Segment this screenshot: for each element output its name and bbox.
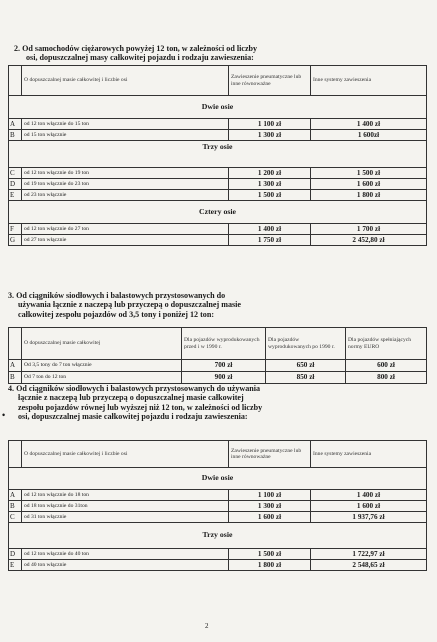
col-header: Inne systemy zawieszenia: [311, 441, 427, 468]
table-row: B od 15 ton włącznie 1 300 zł 1 600zł: [9, 130, 427, 141]
table-row: D od 19 ton włącznie do 23 ton 1 300 zł 1 600 zł: [9, 179, 427, 190]
section-4-table: [8, 440, 427, 571]
section-2-table: [8, 65, 427, 246]
table-row: B od 18 ton włącznie do 31ton 1 300 zł 1 600 zł: [9, 501, 427, 512]
section-3-table: [8, 327, 427, 384]
col-header: Inne systemy zawieszenia: [311, 66, 427, 96]
table-row: D od 12 ton włącznie do 40 ton 1 500 zł 1 722,97 zł: [9, 549, 427, 560]
col-header: Zawieszenie pneumatyczne lub inne równoważne: [229, 441, 311, 468]
group-heading: Trzy osie: [9, 141, 427, 168]
table-row: A od 12 ton włącznie do 18 ton 1 100 zł 1 400 zł: [9, 490, 427, 501]
col-header: Zawieszenie pneumatyczne lub inne równoważne: [229, 66, 311, 96]
section-2-heading: 2. Od samochodów ciężarowych powyżej 12 ton, w zależności od liczby osi, dopuszczalnej masy całkowitej pojazdu i rodzaju zawieszenia:: [14, 44, 258, 63]
group-heading: Dwie osie: [9, 468, 427, 490]
table-header-row: [9, 66, 427, 96]
table-row: C od 31 ton włącznie 1 600 zł 1 937,76 zł: [9, 512, 427, 523]
table-row: G od 27 ton włącznie 1 750 zł 2 452,80 zł: [9, 235, 427, 246]
bullet-mark: •: [2, 410, 6, 420]
table-row: F od 12 ton włącznie do 27 ton 1 400 zł 1 700 zł: [9, 224, 427, 235]
col-header: Dla pojazdów spełniających normy EURO: [346, 328, 427, 360]
col-header: O dopuszczalnej masie całkowitej: [22, 328, 182, 360]
col-header: Dla pojazdów wyprodukowanych po 1990 r.: [266, 328, 346, 360]
group-heading: Dwie osie: [9, 96, 427, 119]
section-4-heading: 4. Od ciągników siodłowych i balastowych przystosowanych do używania łącznie z naczepą lub przyczepą o dopuszczalnej masie całkowitej zespołu pojazdów równej lub wyższej niż 12 ton, w zależności od liczby osi, dopuszczalnej masie całkowitej pojazdu i rodzaju zawieszenia:: [8, 384, 263, 422]
table-row: A Od 3,5 tony do 7 ton włącznie 700 zł 650 zł 600 zł: [9, 360, 427, 372]
table-row: E od 40 ton włącznie 1 800 zł 2 548,65 zł: [9, 560, 427, 571]
group-heading: Cztery osie: [9, 201, 427, 224]
table-row: B Od 7 ton do 12 ton 900 zł 850 zł 800 zł: [9, 372, 427, 384]
table-row: A od 12 ton włącznie do 15 ton 1 100 zł 1 400 zł: [9, 119, 427, 130]
col-header: O dopuszczalnej masie całkowitej i liczbie osi: [22, 66, 229, 96]
section-3-heading: 3. Od ciągników siodłowych i balastowych przystosowanych do używania łącznie z naczepą lub przyczepą o dopuszczalnej masie całkowitej zespołu pojazdów od 3,5 tony i poniżej 12 ton:: [8, 291, 242, 319]
table-header-row: [9, 441, 427, 468]
page-number: 2: [205, 622, 209, 630]
table-row: C od 12 ton włącznie do 19 ton 1 200 zł 1 500 zł: [9, 168, 427, 179]
table-header-row: [9, 328, 427, 360]
group-heading: Trzy osie: [9, 523, 427, 549]
table-row: E od 23 ton włącznie 1 500 zł 1 800 zł: [9, 190, 427, 201]
col-header: Dla pojazdów wyprodukowanych przed i w 1990 r.: [182, 328, 266, 360]
col-header: O dopuszczalnej masie całkowitej i liczbie osi: [22, 441, 229, 468]
